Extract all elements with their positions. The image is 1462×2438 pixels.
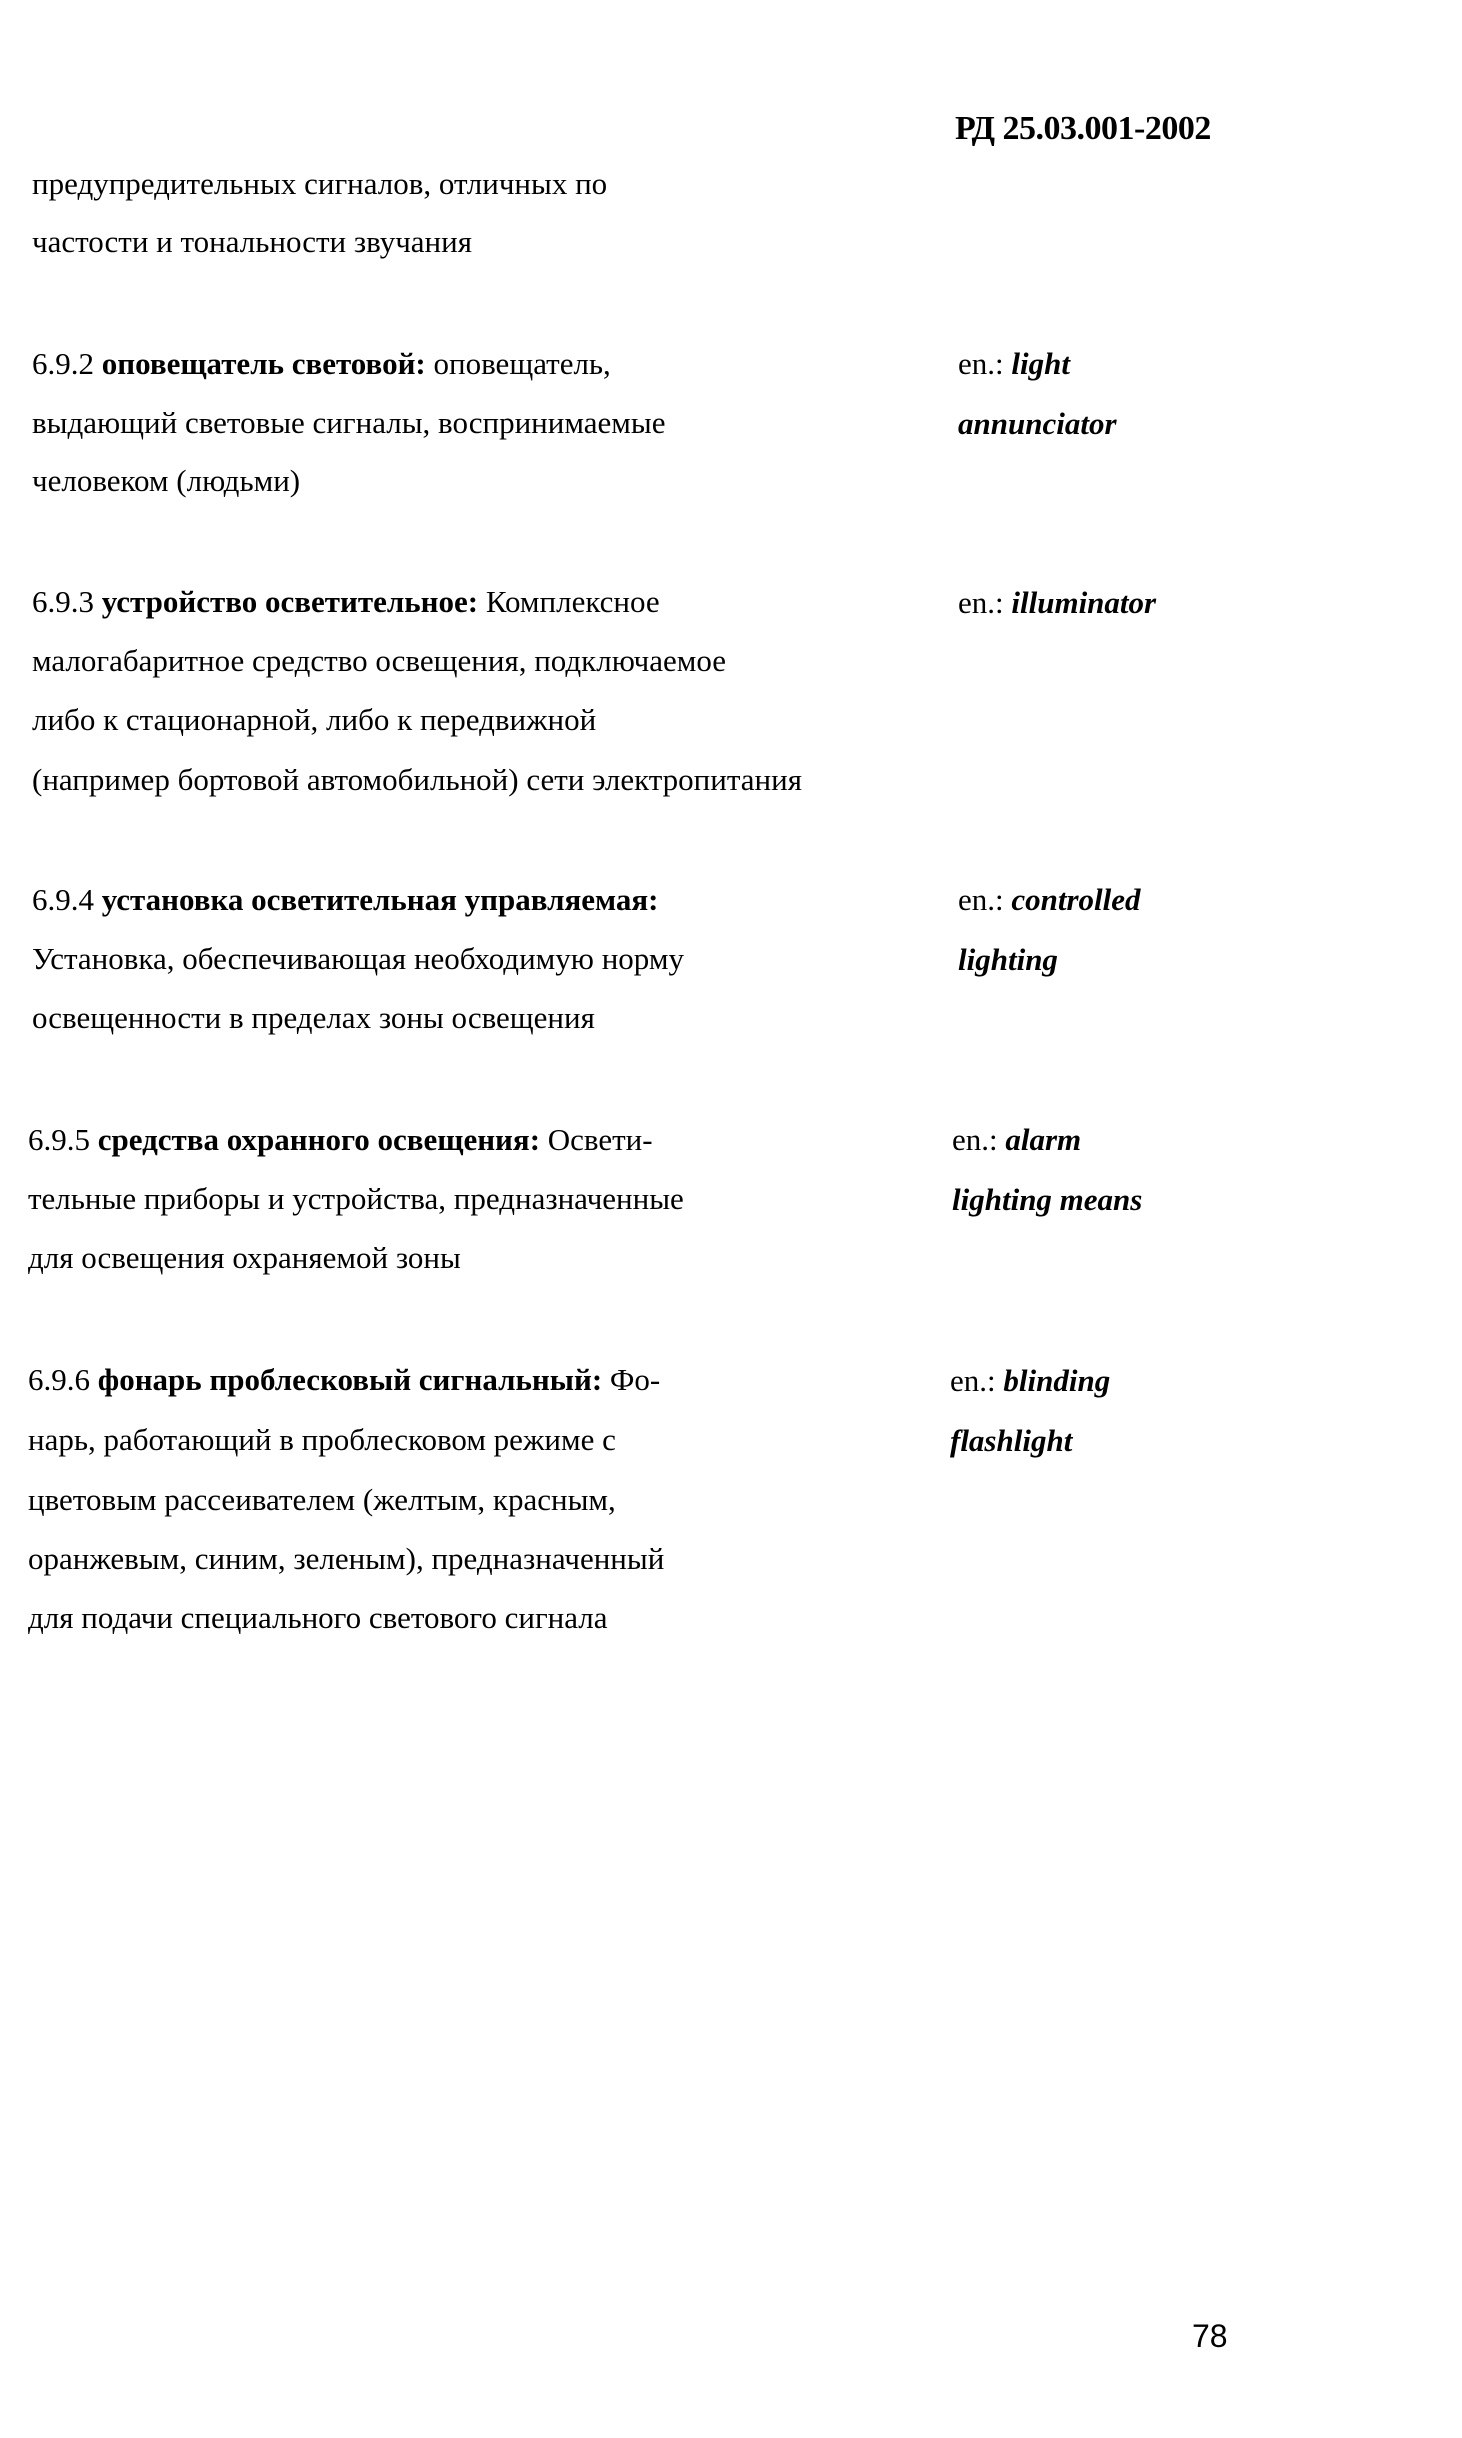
entry-term: фонарь проблесковый сигнальный: xyxy=(97,1362,603,1397)
entry-6-9-2-line-2: выдающий световые сигналы, воспринимаемые xyxy=(32,405,666,440)
entry-6-9-4-line-3: освещенности в пределах зоны освещения xyxy=(32,1000,595,1035)
entry-6-9-6-line-4: оранжевым, синим, зеленым), предназначенный xyxy=(28,1541,665,1576)
entry-6-9-6-english-line-2: flashlight xyxy=(950,1423,1073,1458)
entry-6-9-3-heading xyxy=(32,586,660,617)
entry-definition-start: Фо- xyxy=(609,1362,661,1397)
entry-number: 6.9.2 xyxy=(32,346,94,381)
entry-definition-start: Освети- xyxy=(547,1122,653,1157)
en-prefix: en.: xyxy=(950,1363,996,1398)
page-number: 78 xyxy=(1192,2318,1228,2354)
entry-number: 6.9.3 xyxy=(32,584,94,619)
entry-6-9-3-line-3: либо к стационарной, либо к передвижной xyxy=(32,702,597,737)
en-term: light xyxy=(1011,346,1070,381)
entry-6-9-2-line-3: человеком (людьми) xyxy=(32,463,301,498)
intro-line-2: частости и тональности звучания xyxy=(32,224,472,259)
entry-6-9-5-english-line-2: lighting means xyxy=(952,1182,1143,1217)
document-number: РД 25.03.001-2002 xyxy=(955,110,1211,147)
entry-6-9-6-line-2: нарь, работающий в проблесковом режиме с xyxy=(28,1422,616,1457)
en-prefix: en.: xyxy=(958,882,1004,917)
entry-6-9-3-line-2: малогабаритное средство освещения, подключаемое xyxy=(32,643,727,678)
entry-6-9-6-heading xyxy=(28,1364,660,1395)
entry-6-9-6-line-5: для подачи специального светового сигнала xyxy=(28,1600,608,1635)
en-prefix: en.: xyxy=(958,585,1004,620)
en-prefix: en.: xyxy=(958,346,1004,381)
entry-6-9-3-english xyxy=(958,587,1156,618)
entry-6-9-4-english xyxy=(958,884,1141,915)
entry-6-9-6-line-3: цветовым рассеивателем (желтым, красным, xyxy=(28,1482,616,1517)
entry-number: 6.9.4 xyxy=(32,882,94,917)
en-term: controlled xyxy=(1011,882,1141,917)
entry-6-9-5-heading xyxy=(28,1124,653,1155)
en-term: blinding xyxy=(1003,1363,1111,1398)
entry-6-9-5-line-2: тельные приборы и устройства, предназначенные xyxy=(28,1181,684,1216)
en-term: illuminator xyxy=(1011,585,1157,620)
intro-line-1: предупредительных сигналов, отличных по xyxy=(32,166,608,201)
entry-definition-start: оповещатель, xyxy=(433,346,611,381)
entry-definition-start: Комплексное xyxy=(485,584,660,619)
entry-term: оповещатель световой: xyxy=(101,346,426,381)
entry-6-9-2-english-line-2: annunciator xyxy=(958,406,1117,441)
en-prefix: en.: xyxy=(952,1122,998,1157)
entry-term: устройство осветительное: xyxy=(101,584,479,619)
entry-6-9-2-heading xyxy=(32,348,611,379)
entry-term: средства охранного освещения: xyxy=(97,1122,541,1157)
entry-term: установка осветительная управляемая: xyxy=(101,882,659,917)
entry-6-9-4-heading xyxy=(32,884,659,915)
entry-6-9-2-english xyxy=(958,348,1070,379)
entry-6-9-4-line-2: Установка, обеспечивающая необходимую норму xyxy=(32,941,684,976)
entry-6-9-5-english xyxy=(952,1124,1081,1155)
entry-6-9-5-line-3: для освещения охраняемой зоны xyxy=(28,1240,461,1275)
en-term: alarm xyxy=(1005,1122,1082,1157)
entry-6-9-3-line-4: (например бортовой автомобильной) сети электропитания xyxy=(32,762,802,797)
entry-number: 6.9.5 xyxy=(28,1122,90,1157)
entry-number: 6.9.6 xyxy=(28,1362,90,1397)
entry-6-9-6-english xyxy=(950,1365,1110,1396)
entry-6-9-4-english-line-2: lighting xyxy=(958,942,1058,977)
